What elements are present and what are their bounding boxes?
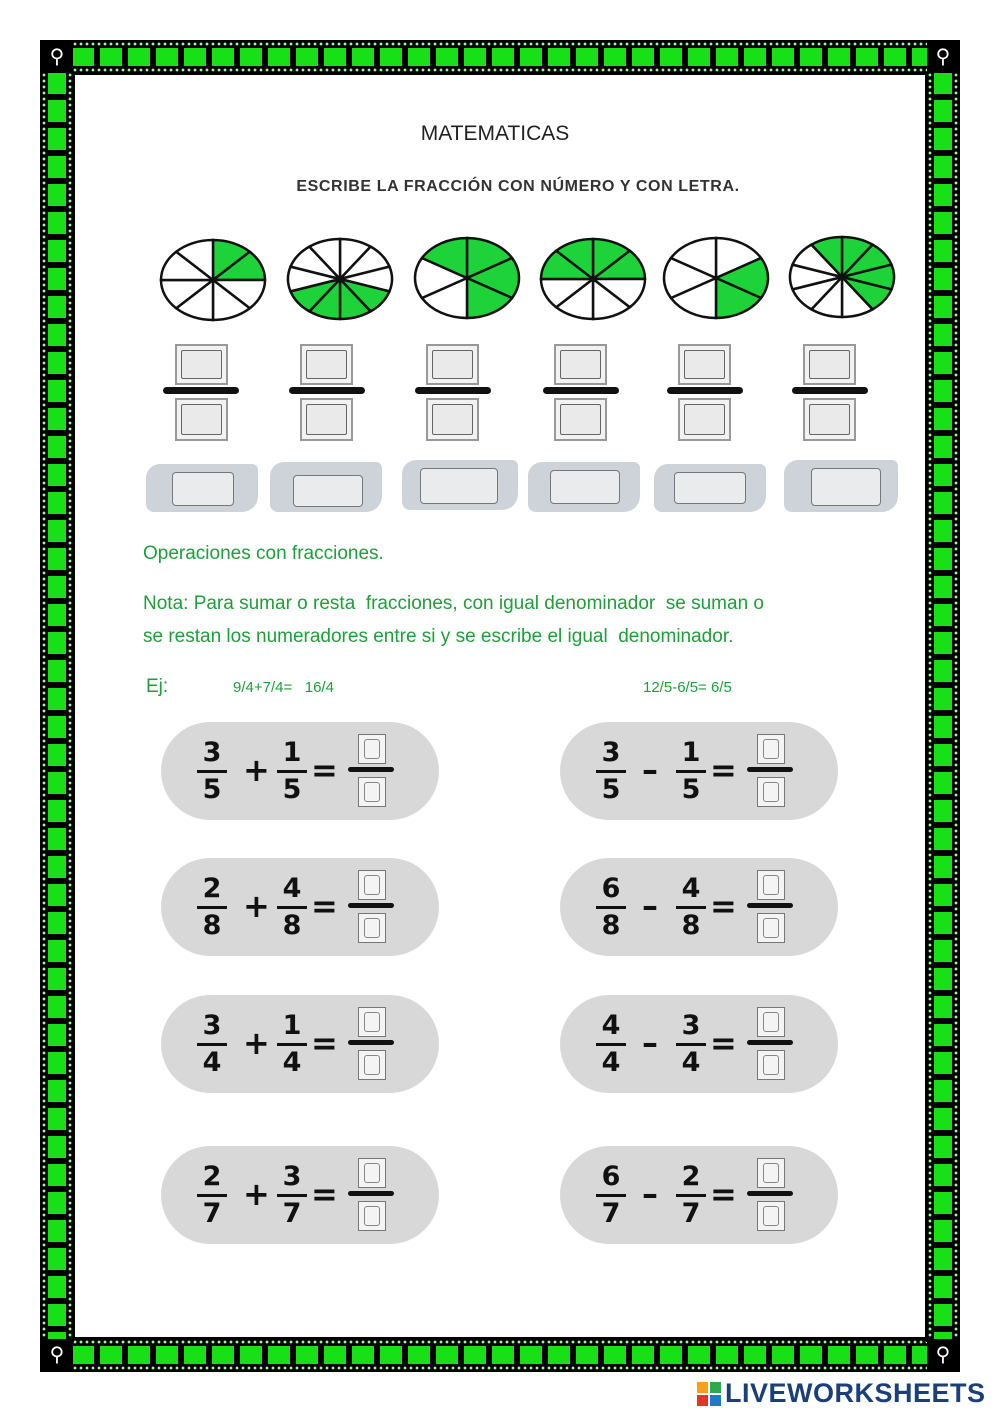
result-fraction-bar xyxy=(747,1040,793,1045)
denominator-input-1[interactable] xyxy=(175,398,228,441)
fraction-line xyxy=(197,770,227,773)
fraction-numerator: 2 xyxy=(202,1161,222,1192)
result-fraction-bar xyxy=(747,767,793,772)
fraction-denominator: 5 xyxy=(601,774,621,805)
numerator-input-2[interactable] xyxy=(300,344,353,385)
fraction-bar xyxy=(543,387,619,394)
fraction-line xyxy=(197,906,227,909)
result-numerator-input-8[interactable] xyxy=(757,1158,785,1188)
frame-strip-left xyxy=(40,72,74,1342)
section-heading: Operaciones con fracciones. xyxy=(143,543,384,564)
fraction-line xyxy=(676,770,706,773)
result-fraction-bar xyxy=(348,1040,394,1045)
fraction-bar xyxy=(667,387,743,394)
operator-sign: – xyxy=(642,751,658,789)
fraction-line xyxy=(676,1194,706,1197)
result-numerator-input-1[interactable] xyxy=(358,734,386,764)
word-answer-input-3[interactable] xyxy=(420,468,498,504)
fraction-line xyxy=(277,770,307,773)
pie-chart-1 xyxy=(157,235,269,325)
fraction-bar xyxy=(792,387,868,394)
operator-sign: – xyxy=(642,887,658,925)
fraction xyxy=(277,1162,307,1229)
fraction xyxy=(277,738,307,805)
fraction-denominator: 7 xyxy=(681,1198,701,1229)
fraction-numerator: 3 xyxy=(681,1010,701,1041)
fraction xyxy=(676,738,706,805)
fraction-denominator: 5 xyxy=(282,774,302,805)
result-numerator-input-5[interactable] xyxy=(358,1007,386,1037)
denominator-input-3[interactable] xyxy=(426,398,479,441)
result-fraction-bar xyxy=(348,903,394,908)
pie-chart-3 xyxy=(411,233,523,323)
fraction-numerator: 3 xyxy=(202,1010,222,1041)
equals-sign: = xyxy=(311,1024,338,1062)
equals-sign: = xyxy=(311,751,338,789)
fraction-line xyxy=(596,1043,626,1046)
fraction xyxy=(277,1011,307,1078)
word-answer-input-5[interactable] xyxy=(674,472,746,504)
fraction-bar xyxy=(163,387,239,394)
equals-sign: = xyxy=(311,887,338,925)
fraction-line xyxy=(197,1043,227,1046)
result-numerator-input-7[interactable] xyxy=(358,1158,386,1188)
fraction-bar xyxy=(289,387,365,394)
fraction xyxy=(596,1162,626,1229)
word-answer-input-6[interactable] xyxy=(811,468,881,506)
fraction xyxy=(596,1011,626,1078)
result-denominator-input-7[interactable] xyxy=(358,1201,386,1231)
result-numerator-input-4[interactable] xyxy=(757,870,785,900)
equals-sign: = xyxy=(710,1024,737,1062)
footer-brand: LIVEWORKSHEETS xyxy=(725,1378,986,1408)
camera-icon: ⚲ xyxy=(41,1339,73,1371)
fraction-line xyxy=(277,1043,307,1046)
fraction xyxy=(676,874,706,941)
fraction-numerator: 1 xyxy=(282,1010,302,1041)
frame-strip-top xyxy=(72,40,928,74)
frame-strip-right xyxy=(926,72,960,1342)
operator-sign: + xyxy=(243,887,270,925)
fraction-numerator: 1 xyxy=(282,737,302,768)
operator-sign: + xyxy=(243,1175,270,1213)
result-denominator-input-5[interactable] xyxy=(358,1050,386,1080)
fraction-denominator: 4 xyxy=(282,1047,302,1078)
fraction-numerator: 3 xyxy=(601,737,621,768)
result-fraction-bar xyxy=(747,903,793,908)
fraction-line xyxy=(676,906,706,909)
fraction xyxy=(596,874,626,941)
page-title: MATEMATICAS xyxy=(420,122,570,145)
word-answer-input-2[interactable] xyxy=(293,475,363,507)
fraction-denominator: 8 xyxy=(681,910,701,941)
fraction-denominator: 4 xyxy=(681,1047,701,1078)
result-fraction-bar xyxy=(747,1191,793,1196)
example-1: 9/4+7/4= 16/4 xyxy=(233,679,334,696)
instruction-text: ESCRIBE LA FRACCIÓN CON NÚMERO Y CON LETRA. xyxy=(296,178,740,195)
equals-sign: = xyxy=(710,1175,737,1213)
fraction xyxy=(676,1011,706,1078)
fraction-line xyxy=(596,906,626,909)
numerator-input-5[interactable] xyxy=(678,344,731,385)
fraction-numerator: 3 xyxy=(282,1161,302,1192)
equals-sign: = xyxy=(311,1175,338,1213)
fraction-numerator: 3 xyxy=(202,737,222,768)
equals-sign: = xyxy=(710,887,737,925)
fraction-denominator: 5 xyxy=(202,774,222,805)
fraction xyxy=(676,1162,706,1229)
fraction xyxy=(277,874,307,941)
fraction-numerator: 1 xyxy=(681,737,701,768)
fraction-bar xyxy=(415,387,491,394)
operator-sign: + xyxy=(243,1024,270,1062)
denominator-input-2[interactable] xyxy=(300,398,353,441)
operator-sign: – xyxy=(642,1024,658,1062)
fraction xyxy=(197,874,227,941)
pie-chart-2 xyxy=(284,234,396,324)
note-line-1: Nota: Para sumar o resta fracciones, con igual denominador se suman o xyxy=(143,593,764,614)
fraction-numerator: 2 xyxy=(202,873,222,904)
result-denominator-input-3[interactable] xyxy=(358,913,386,943)
fraction xyxy=(197,738,227,805)
denominator-input-5[interactable] xyxy=(678,398,731,441)
fraction-denominator: 4 xyxy=(202,1047,222,1078)
denominator-input-6[interactable] xyxy=(803,398,856,441)
frame-strip-bottom xyxy=(72,1338,928,1372)
fraction-denominator: 7 xyxy=(202,1198,222,1229)
fraction-line xyxy=(197,1194,227,1197)
numerator-input-3[interactable] xyxy=(426,344,479,385)
fraction-line xyxy=(596,1194,626,1197)
fraction-line xyxy=(277,906,307,909)
equals-sign: = xyxy=(710,751,737,789)
fraction-denominator: 7 xyxy=(282,1198,302,1229)
result-numerator-input-2[interactable] xyxy=(757,734,785,764)
fraction-denominator: 5 xyxy=(681,774,701,805)
fraction-numerator: 6 xyxy=(601,1161,621,1192)
camera-icon: ⚲ xyxy=(927,41,959,73)
fraction-numerator: 4 xyxy=(681,873,701,904)
pie-chart-6 xyxy=(786,232,898,322)
fraction xyxy=(596,738,626,805)
operator-sign: + xyxy=(243,751,270,789)
fraction-line xyxy=(676,1043,706,1046)
fraction-denominator: 8 xyxy=(282,910,302,941)
example-label: Ej: xyxy=(146,676,169,697)
fraction-line xyxy=(277,1194,307,1197)
fraction-numerator: 2 xyxy=(681,1161,701,1192)
example-2: 12/5-6/5= 6/5 xyxy=(643,679,732,696)
pie-chart-5 xyxy=(660,233,772,323)
result-denominator-input-4[interactable] xyxy=(757,913,785,943)
fraction-line xyxy=(596,770,626,773)
fraction-denominator: 8 xyxy=(601,910,621,941)
numerator-input-1[interactable] xyxy=(175,344,228,385)
result-fraction-bar xyxy=(348,767,394,772)
camera-icon: ⚲ xyxy=(41,41,73,73)
fraction-denominator: 4 xyxy=(601,1047,621,1078)
pie-chart-4 xyxy=(537,234,649,324)
result-numerator-input-6[interactable] xyxy=(757,1007,785,1037)
fraction xyxy=(197,1162,227,1229)
result-denominator-input-6[interactable] xyxy=(757,1050,785,1080)
fraction-denominator: 8 xyxy=(202,910,222,941)
numerator-input-6[interactable] xyxy=(803,344,856,385)
word-answer-input-1[interactable] xyxy=(172,472,234,506)
denominator-input-4[interactable] xyxy=(554,398,607,441)
operator-sign: – xyxy=(642,1175,658,1213)
fraction xyxy=(197,1011,227,1078)
result-numerator-input-3[interactable] xyxy=(358,870,386,900)
word-answer-input-4[interactable] xyxy=(550,470,620,504)
liveworksheets-logo-icon xyxy=(697,1382,721,1406)
fraction-numerator: 4 xyxy=(601,1010,621,1041)
result-denominator-input-2[interactable] xyxy=(757,777,785,807)
numerator-input-4[interactable] xyxy=(554,344,607,385)
fraction-numerator: 6 xyxy=(601,873,621,904)
camera-icon: ⚲ xyxy=(927,1339,959,1371)
result-denominator-input-8[interactable] xyxy=(757,1201,785,1231)
result-denominator-input-1[interactable] xyxy=(358,777,386,807)
result-fraction-bar xyxy=(348,1191,394,1196)
note-line-2: se restan los numeradores entre si y se escribe el igual denominador. xyxy=(143,626,734,647)
fraction-numerator: 4 xyxy=(282,873,302,904)
fraction-denominator: 7 xyxy=(601,1198,621,1229)
